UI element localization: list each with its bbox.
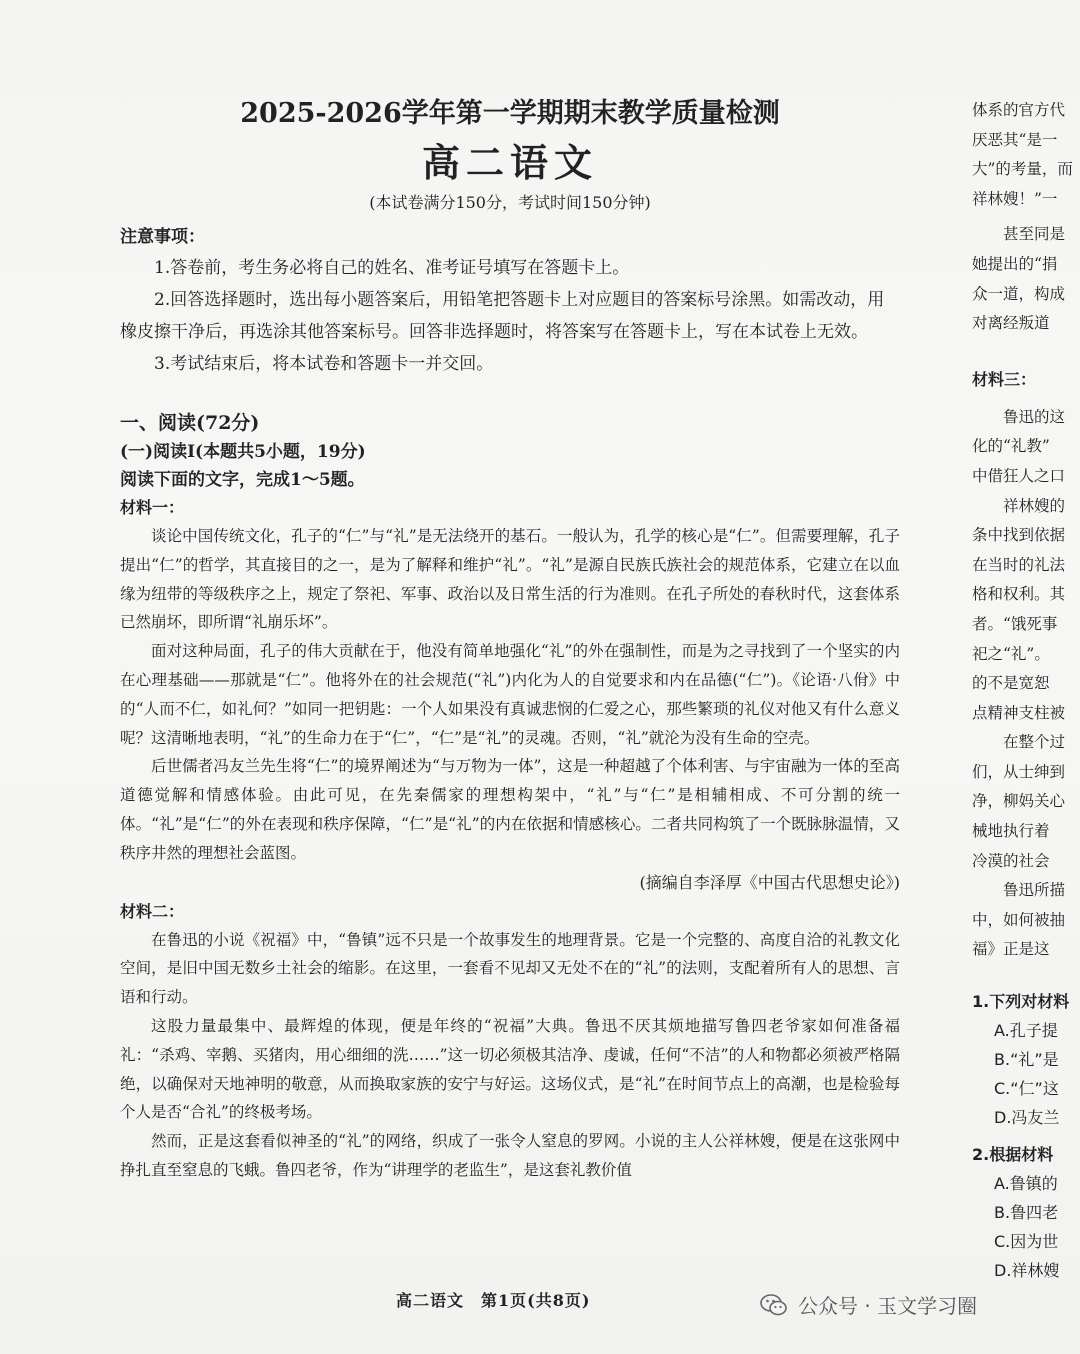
material-2-paragraph: 这股力量最集中、最辉煌的体现，便是年终的“祝福”大典。鲁迅不厌其烦地描写鲁四老爷家如何准备福礼：“杀鸡、宰鹅、买猪肉，用心细细的洗……”这一切必须极其洁净、虔诚，任何“不洁”的人和物都必须被严格隔绝，以确保对天地神明的敬意，从而换取家族的安宁与好运。这场仪式，是“礼”在时间节点上的高潮，也是检验每个人是否“合礼”的终极考场。	[120, 1016, 900, 1122]
material-1-paragraph: 谈论中国传统文化，孔子的“仁”与“礼”是无法绕开的基石。一般认为，孔学的核心是“仁”。但需要理解，孔子提出“仁”的哲学，其直接目的之一，是为了解释和维护“礼”。“礼”是源自民族氏族社会的规范体系，它建立在以血缘为纽带的等级秩序之上，规定了祭祀、军事、政治以及日常生活的行为准则。在孔子所处的春秋时代，这套体系已然崩坏，即所谓“礼崩乐坏”。	[120, 527, 900, 632]
question-2-option: D.祥林嫂	[994, 1261, 1060, 1281]
question-2-option: B.鲁四老	[994, 1203, 1059, 1223]
question-2-option: A.鲁镇的	[994, 1174, 1058, 1194]
material-2-paragraph: 在鲁迅的小说《祝福》中，“鲁镇”远不只是一个故事发生的地理背景。它是一个完整的、高度自洽的礼教文化空间，是旧中国无数乡土社会的缩影。在这里，一套看不见却又无处不在的“礼”的法则，支配着所有人的思想、言语和行动。	[120, 930, 900, 1007]
right-text-line: 条中找到依据	[972, 526, 1066, 545]
right-text-line: 她提出的“捐	[972, 254, 1058, 273]
question-2-option: C.因为世	[994, 1232, 1059, 1252]
right-text-line: 祥林嫂！”一	[972, 189, 1058, 208]
question-1-option: C.“仁”这	[994, 1079, 1059, 1099]
wechat-icon	[760, 1293, 788, 1317]
right-text-line: 甚至同是	[1003, 225, 1066, 244]
material-1-source: (摘编自李泽厚《中国古代思想史论》)	[639, 872, 900, 892]
right-text-line: 化的“礼教”	[972, 437, 1050, 456]
right-text-line: 在整个过	[1003, 733, 1066, 752]
right-text-line: 在当时的礼法	[972, 555, 1066, 574]
notice-item: 1.答卷前，考生务必将自己的姓名、准考证号填写在答题卡上。	[154, 258, 630, 278]
right-text-line: 对离经叛道	[972, 314, 1050, 333]
wechat-watermark	[760, 1290, 977, 1319]
right-text-line: 点精神支柱被	[972, 703, 1066, 722]
question-1-option: B.“礼”是	[994, 1050, 1059, 1070]
material-1-paragraph: 面对这种局面，孔子的伟大贡献在于，他没有简单地强化“礼”的外在强制性，而是为之寻找到了一个坚实的内在心理基础——那就是“仁”。他将外在的社会规范(“礼”)内化为人的自觉要求和内在品德(“仁”)。《论语·八佾》中的“人而不仁，如礼何？”如同一把钥匙：一个人如果没有真诚悲悯的仁爱之心，那些繁琐的礼仪对他又有什么意义呢？这清晰地表明，“礼”的生命力在于“仁”，“仁”是“礼”的灵魂。否则，“礼”就沦为没有生命的空壳。	[120, 642, 900, 747]
question-2-stem: 2.根据材料	[972, 1145, 1054, 1165]
exam-info: (本试卷满分150分，考试时间150分钟)	[369, 193, 651, 212]
right-text-line: 中，如何被抽	[972, 910, 1066, 929]
right-paragraph-2	[972, 220, 1080, 338]
right-text-line: 祥林嫂的	[1003, 496, 1066, 515]
right-text-line: 众一道，构成	[972, 284, 1066, 303]
notice-item: 2.回答选择题时，选出每小题答案后，用铅笔把答题卡上对应题目的答案标号涂黑。如需改动，用橡皮擦干净后，再选涂其他答案标号。回答非选择题时，将答案写在答题卡上，写在本试卷上无效。	[120, 290, 885, 342]
subject-title: 高二语文	[421, 140, 598, 185]
material-2-paragraph: 然而，正是这套看似神圣的“礼”的网络，织成了一张令人窒息的罗网。小说的主人公祥林嫂，便是在这张网中挣扎直至窒息的飞蛾。鲁四老爷，作为“讲理学的老监生”，是这套礼教价值	[120, 1132, 900, 1179]
reading-instruction: 阅读下面的文字，完成1～5题。	[120, 470, 365, 490]
exam-title: 2025-2026学年第一学期期末教学质量检测	[240, 98, 780, 129]
watermark-text: 公众号 · 玉文学习圈	[798, 1294, 978, 1318]
right-text-line: 厌恶其“是一	[972, 130, 1058, 149]
notice-title: 注意事项：	[120, 227, 205, 247]
right-text-line: 械地执行着	[972, 822, 1050, 841]
right-text-line: 祀之“礼”。	[972, 644, 1050, 663]
right-text-line: 大”的考量，而	[972, 160, 1073, 179]
question-1-option: D.冯友兰	[994, 1108, 1060, 1128]
right-text-line: 鲁迅的这	[1003, 407, 1066, 426]
right-column-cropped	[972, 96, 1080, 1285]
material-1-label: 材料一：	[120, 498, 185, 517]
subsection-title: (一)阅读Ⅰ(本题共5小题，19分)	[120, 442, 366, 462]
section-title: 一、阅读(72分)	[120, 412, 260, 434]
right-text-line: 体系的官方代	[972, 101, 1066, 119]
material-3-lines	[972, 403, 1080, 965]
material-2-label: 材料二：	[120, 901, 185, 921]
right-text-line: 中借狂人之口	[972, 466, 1066, 485]
notice-item: 3.考试结束后，将本试卷和答题卡一并交回。	[154, 354, 494, 374]
question-1-stem: 1.下列对材料	[972, 992, 1070, 1012]
material-3-label: 材料三：	[972, 369, 1037, 389]
right-text-line: 冷漠的社会	[972, 851, 1050, 870]
left-column	[120, 96, 900, 1185]
right-text-line: 的不是宽恕	[972, 674, 1050, 693]
right-top-block	[972, 96, 1080, 214]
right-text-line: 格和权利。其	[972, 585, 1066, 604]
right-text-line: 鲁迅所描	[1003, 881, 1066, 900]
page-number: 高二语文 第1页(共8页)	[396, 1291, 591, 1310]
material-1-paragraph: 后世儒者冯友兰先生将“仁”的境界阐述为“与万物为一体”，这是一种超越了个体利害、与宇宙融为一体的至高道德觉解和情感体验。由此可见，在先秦儒家的理想构架中，“礼”与“仁”是相辅相成、不可分割的统一体。“礼”是“仁”的外在表现和秩序保障，“仁”是“礼”的内在依据和情感核心。二者共同构筑了一个既脉脉温情，又秩序井然的理想社会蓝图。	[120, 757, 900, 862]
question-block	[972, 987, 1080, 1285]
right-text-line: 净，柳妈关心	[972, 792, 1066, 811]
right-text-line: 们，从士绅到	[972, 762, 1066, 781]
right-text-line: 者。“饿死事	[972, 614, 1058, 633]
right-text-line: 福》正是这	[972, 940, 1050, 959]
question-1-option: A.孔子提	[994, 1021, 1058, 1041]
